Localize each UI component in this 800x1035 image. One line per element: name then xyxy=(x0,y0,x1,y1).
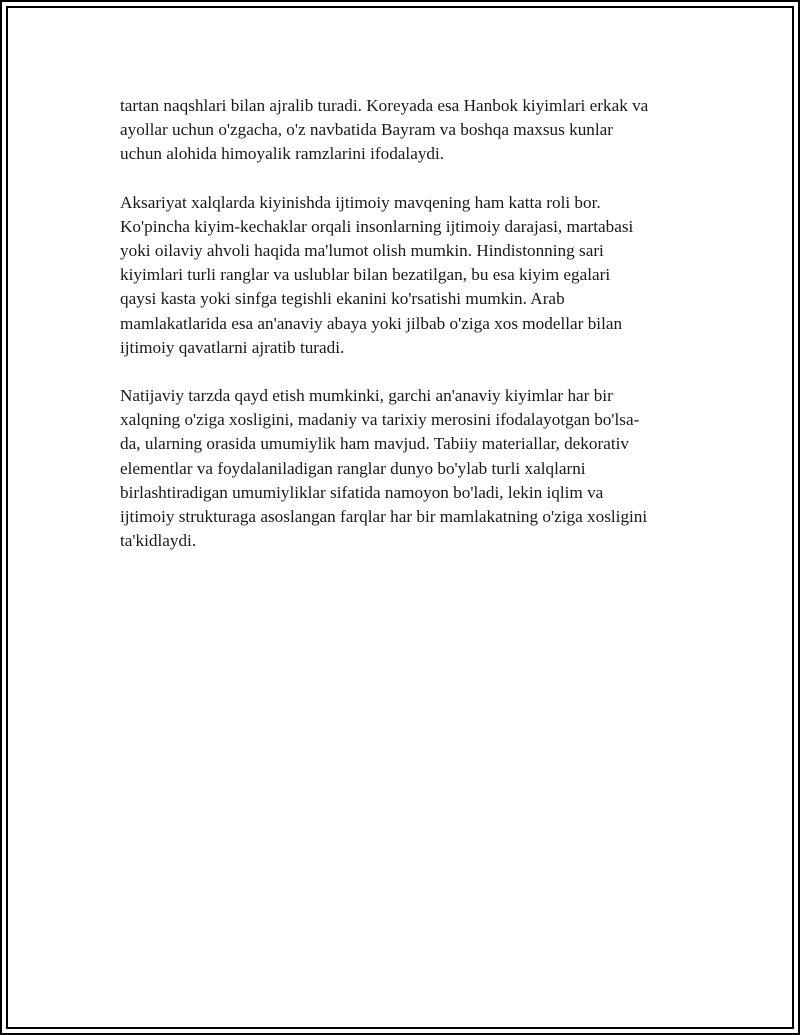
paragraph-line: ijtimoiy qavatlarni ajratib turadi. xyxy=(120,337,345,357)
paragraph-line: uchun alohida himoyalik ramzlarini ifodalaydi. xyxy=(120,144,445,164)
paragraph-1 xyxy=(120,94,700,167)
paragraph-line: da, ularning orasida umumiylik ham mavjud. Tabiiy materiallar, dekorativ xyxy=(120,434,629,454)
paragraph-line: qaysi kasta yoki sinfga tegishli ekanini ko'rsatishi mumkin. Arab xyxy=(120,289,565,309)
paragraph-line: ijtimoiy strukturaga asoslangan farqlar har bir mamlakatning o'ziga xosligini xyxy=(120,507,648,527)
paragraph-line: kiyimlari turli ranglar va uslublar bilan bezatilgan, bu esa kiyim egalari xyxy=(120,265,611,285)
paragraph-line: mamlakatlarida esa an'anaviy abaya yoki jilbab o'ziga xos modellar bilan xyxy=(120,313,623,333)
paragraph-line: Natijaviy tarzda qayd etish mumkinki, garchi an'anaviy kiyimlar har bir xyxy=(120,386,613,406)
paragraph-line: elementlar va foydalaniladigan ranglar dunyo bo'ylab turli xalqlarni xyxy=(120,458,586,478)
paragraph-line: xalqning o'ziga xosligini, madaniy va tarixiy merosini ifodalayotgan bo'lsa- xyxy=(120,410,640,430)
paragraph-line: Aksariyat xalqlarda kiyinishda ijtimoiy mavqening ham katta roli bor. xyxy=(120,192,601,212)
paragraph-line: Ko'pincha kiyim-kechaklar orqali insonlarning ijtimoiy darajasi, martabasi xyxy=(120,216,634,236)
paragraph-line: tartan naqshlari bilan ajralib turadi. Koreyada esa Hanbok kiyimlari erkak va xyxy=(120,96,649,115)
paragraph-3 xyxy=(120,384,700,553)
paragraph-line: ta'kidlaydi. xyxy=(120,531,197,551)
paragraph-line: yoki oilaviy ahvoli haqida ma'lumot olish mumkin. Hindistonning sari xyxy=(120,241,604,261)
document-body xyxy=(120,94,700,577)
paragraph-line: ayollar uchun o'zgacha, o'z navbatida Bayram va boshqa maxsus kunlar xyxy=(120,120,614,140)
paragraph-2 xyxy=(120,191,700,360)
paragraph-line: birlashtiradigan umumiyliklar sifatida namoyon bo'ladi, lekin iqlim va xyxy=(120,482,604,502)
